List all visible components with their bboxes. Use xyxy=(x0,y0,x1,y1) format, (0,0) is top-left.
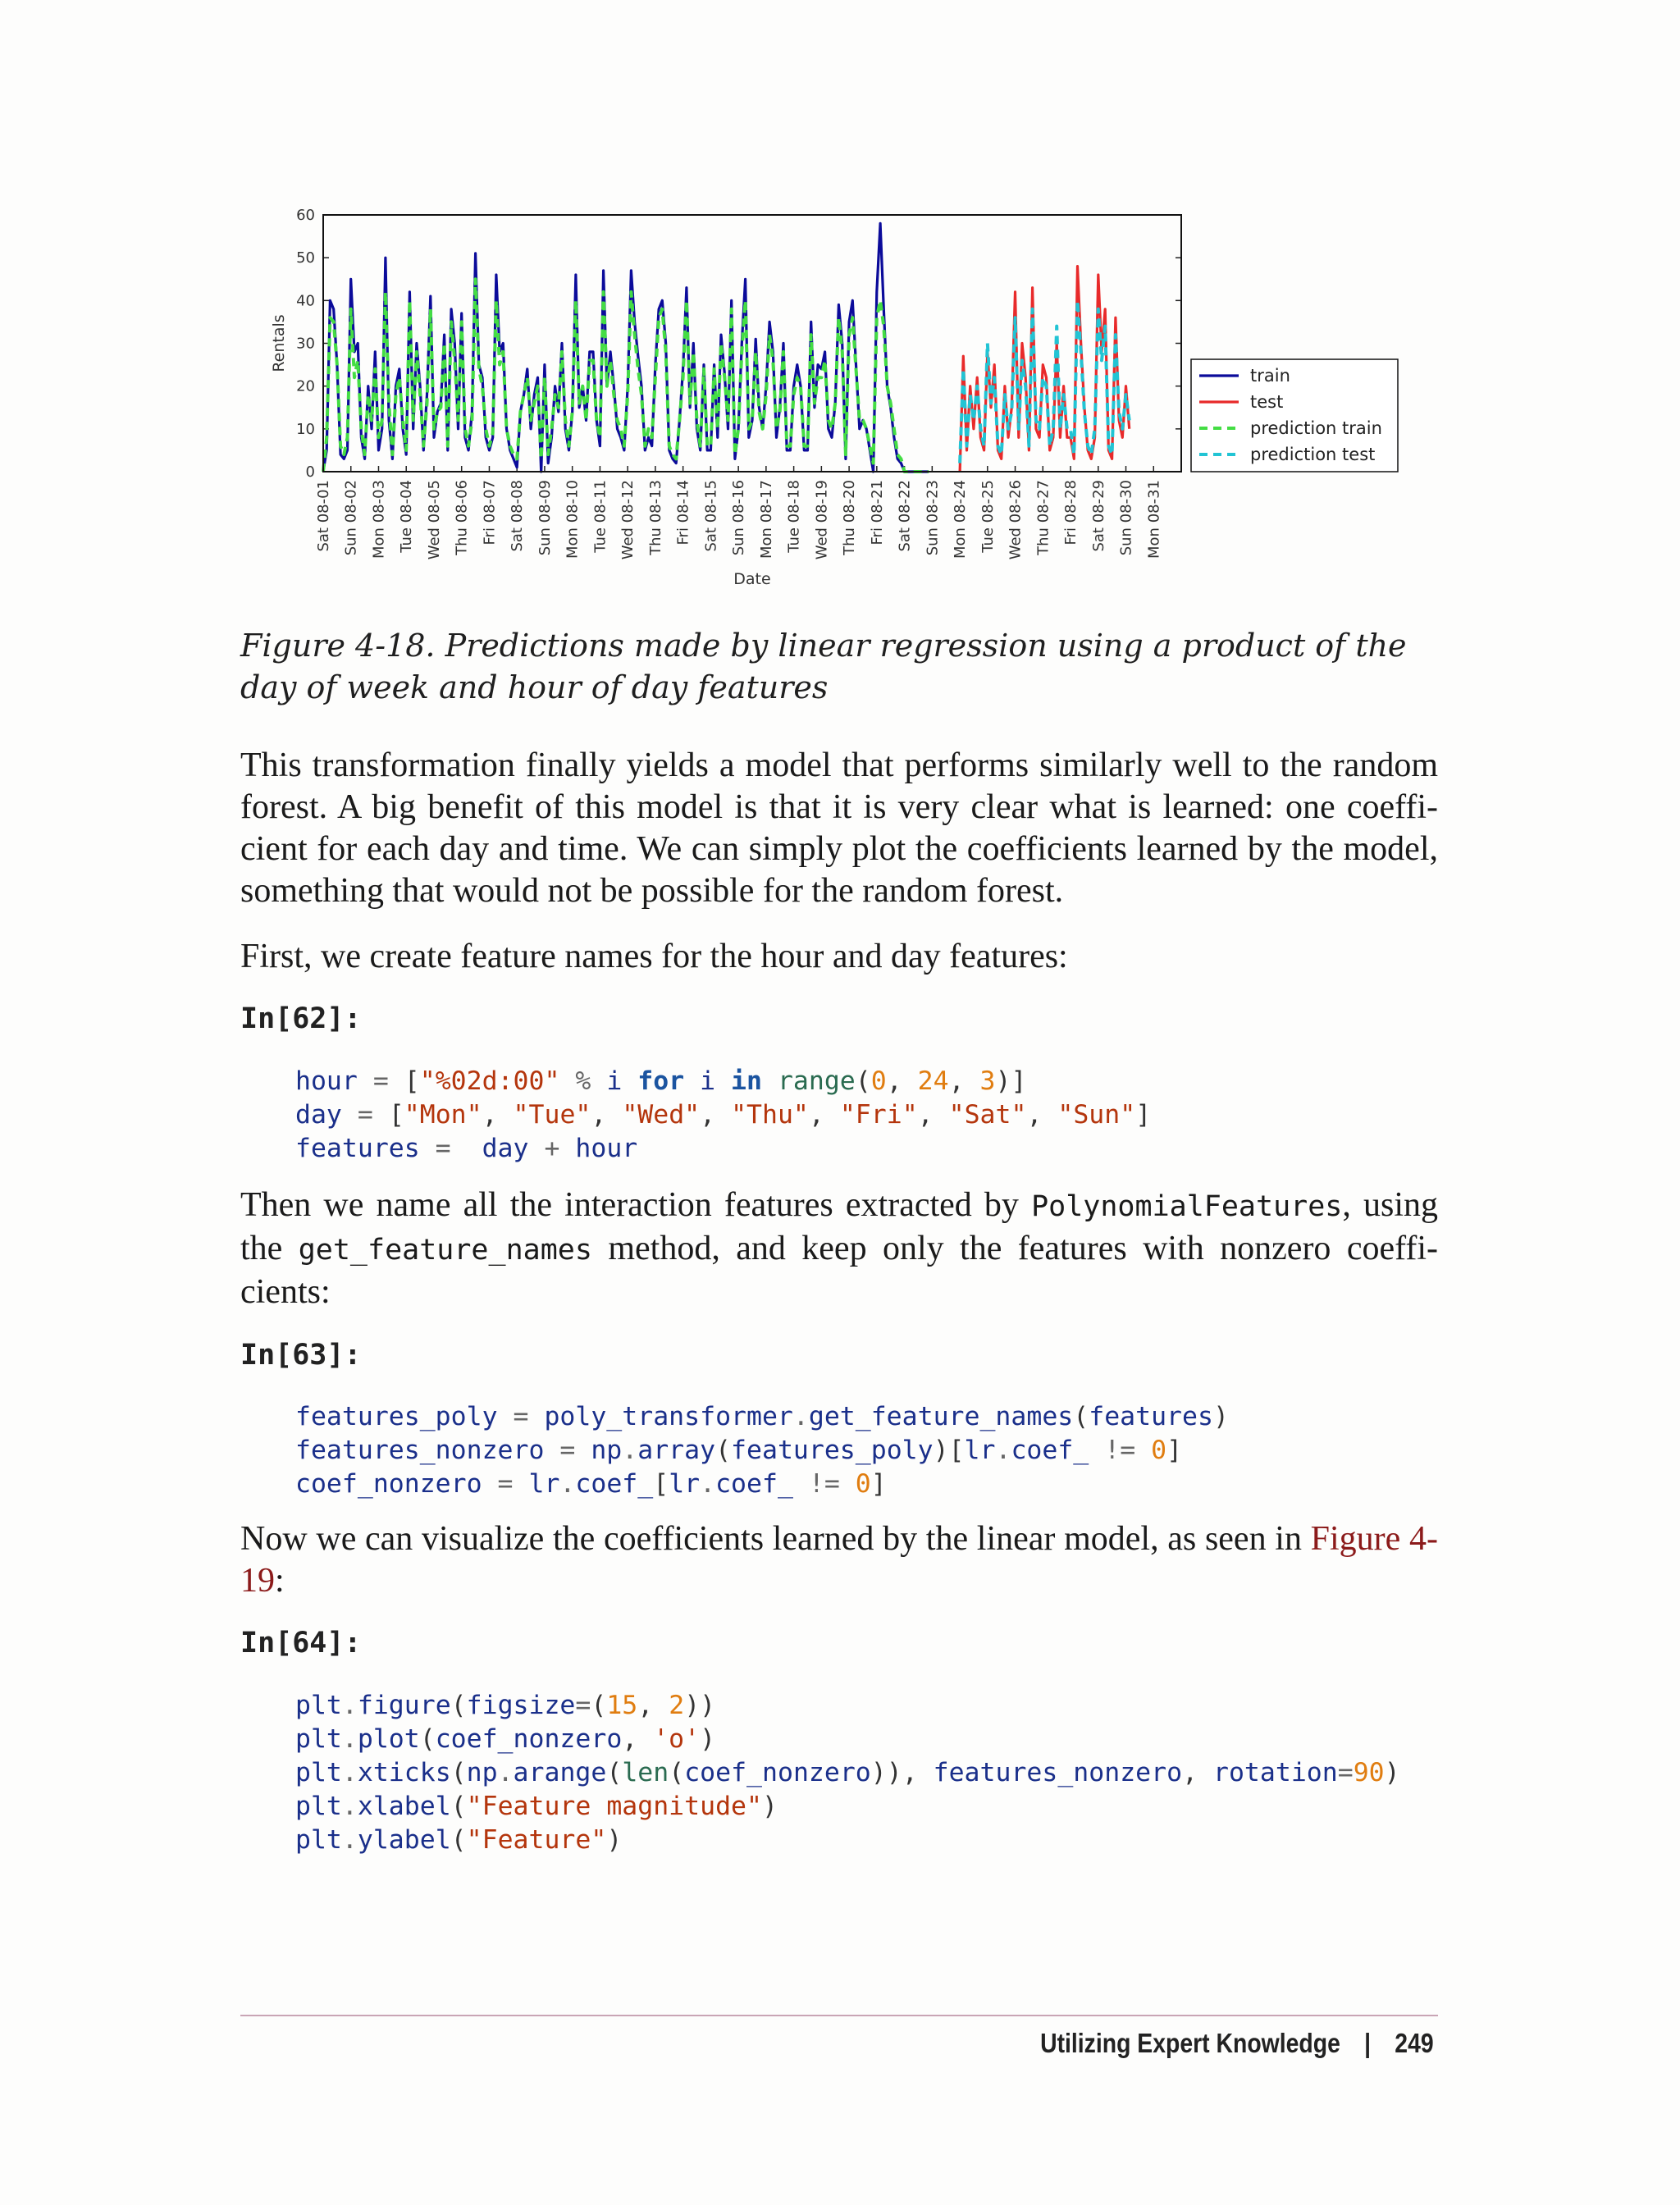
code-token: "Sun" xyxy=(1057,1100,1136,1130)
code-token: ( xyxy=(419,1724,436,1754)
legend-label: prediction train xyxy=(1250,418,1382,438)
y-tick-label: 60 xyxy=(296,207,315,224)
code-token: , xyxy=(637,1691,669,1720)
x-tick-label: Sat 08-15 xyxy=(702,480,720,552)
x-tick-label: Mon 08-17 xyxy=(757,480,775,559)
rentals-chart-svg xyxy=(262,197,1427,599)
code-token: , xyxy=(948,1066,980,1096)
code-line xyxy=(295,1689,1400,1723)
code-token: day xyxy=(482,1134,529,1163)
code-token: != xyxy=(1089,1436,1152,1465)
code-token: arange xyxy=(513,1758,607,1787)
figure-caption: Figure 4-18. Predictions made by linear regression using a product of the day of week and hour of day features xyxy=(240,628,1407,705)
paragraph-1: This transformation finally yields a model that performs similarly well to the random forest. A big benefit of this model is that it is very clear what is learned: one coefficient for each day and time. We can simply plot the coefficients learned by the model, something that would not be possible for the random forest. xyxy=(240,746,1438,910)
x-tick-label: Fri 08-14 xyxy=(674,480,692,546)
code-token: ( xyxy=(669,1758,685,1787)
code-token: lr xyxy=(528,1469,560,1499)
code-cell-62 xyxy=(295,1065,1151,1166)
inline-code-polynomialfeatures: PolynomialFeatures xyxy=(1031,1190,1343,1223)
footer-separator: | xyxy=(1364,2028,1372,2058)
y-tick-label: 0 xyxy=(305,463,315,481)
code-token: . xyxy=(341,1825,358,1855)
figure-4-18-chart xyxy=(262,197,1427,599)
code-token: 3 xyxy=(979,1066,996,1096)
code-token: ( xyxy=(591,1691,607,1720)
x-tick-label: Sun 08-30 xyxy=(1117,480,1135,556)
code-token: )] xyxy=(995,1066,1027,1096)
x-tick-label: Mon 08-24 xyxy=(952,480,970,559)
code-token: coef_nonzero xyxy=(435,1724,623,1754)
code-token: array xyxy=(637,1436,716,1465)
code-token: plt xyxy=(295,1724,342,1754)
code-token: = xyxy=(419,1134,482,1163)
code-token: . xyxy=(497,1758,514,1787)
code-token: ( xyxy=(715,1436,732,1465)
code-token: 15 xyxy=(606,1691,638,1720)
paragraph-3-text-a: Then we name all the interaction features extracted by xyxy=(240,1186,1032,1224)
code-token: ( xyxy=(606,1758,623,1787)
x-tick-label: Wed 08-19 xyxy=(813,480,831,560)
code-token: get_feature_names xyxy=(808,1402,1074,1431)
code-line xyxy=(295,1065,1151,1098)
figure-4-19-link[interactable]: Figure 4-19 xyxy=(240,1520,1438,1600)
cell-label-in63: In[63]: xyxy=(240,1339,362,1372)
code-line xyxy=(295,1434,1229,1468)
code-token: 0 xyxy=(1151,1436,1167,1465)
paragraph-3-text-b: , using the xyxy=(240,1186,1439,1267)
page-footer xyxy=(1040,2028,1434,2059)
x-tick-label: Fri 08-21 xyxy=(868,480,886,546)
code-token: = xyxy=(357,1066,404,1096)
x-tick-label: Mon 08-10 xyxy=(564,480,582,559)
inline-code-get-feature-names: get_feature_names xyxy=(298,1234,592,1267)
code-token: = xyxy=(482,1469,529,1499)
code-token: [ xyxy=(653,1469,669,1499)
x-tick-label: Thu 08-20 xyxy=(841,480,859,555)
code-token: features xyxy=(1089,1402,1213,1431)
code-token: plt xyxy=(295,1691,342,1720)
y-axis-label: Rentals xyxy=(270,314,288,372)
code-token: "Feature" xyxy=(466,1825,607,1855)
x-tick-label: Sat 08-22 xyxy=(896,480,914,552)
paragraph-3-text-c: method, and keep only the features with nonzero coefficients: xyxy=(240,1230,1438,1311)
code-token: 0 xyxy=(870,1066,887,1096)
x-tick-label: Mon 08-03 xyxy=(370,480,388,559)
code-token: = xyxy=(341,1100,389,1130)
x-tick-label: Sat 08-08 xyxy=(509,480,527,552)
code-line xyxy=(295,1723,1400,1756)
code-token: xlabel xyxy=(357,1792,451,1821)
code-token: ) xyxy=(761,1792,778,1821)
x-tick-label: Tue 08-04 xyxy=(398,480,416,553)
code-token: "Thu" xyxy=(731,1100,809,1130)
code-line xyxy=(295,1098,1151,1132)
code-cell-63 xyxy=(295,1400,1229,1501)
code-token: len xyxy=(622,1758,669,1787)
code-token: ) xyxy=(700,1724,716,1754)
legend-label: test xyxy=(1250,392,1284,412)
paragraph-4 xyxy=(240,1518,1438,1602)
code-token: coef_ xyxy=(575,1469,654,1499)
code-token: coef_nonzero xyxy=(684,1758,871,1787)
code-token: features_poly xyxy=(731,1436,934,1465)
cell-label-in62: In[62]: xyxy=(240,1002,362,1035)
code-token: . xyxy=(559,1469,576,1499)
code-token: 'o' xyxy=(653,1724,701,1754)
x-tick-label: Wed 08-12 xyxy=(619,480,637,560)
code-token: "Fri" xyxy=(839,1100,918,1130)
code-token: , xyxy=(808,1100,840,1130)
footer-section-title: Utilizing Expert Knowledge xyxy=(1040,2028,1341,2058)
code-token: "Tue" xyxy=(513,1100,591,1130)
code-token: plt xyxy=(295,1792,342,1821)
code-token: + xyxy=(528,1134,576,1163)
legend-label: prediction test xyxy=(1250,445,1376,464)
code-token: 24 xyxy=(917,1066,949,1096)
code-token: "Sat" xyxy=(948,1100,1027,1130)
x-tick-label: Sun 08-02 xyxy=(342,480,360,556)
code-token: , xyxy=(917,1100,949,1130)
paragraph-4-text-a: Now we can visualize the coefficients learned by the linear model, as seen in xyxy=(240,1520,1311,1558)
x-tick-label: Sat 08-29 xyxy=(1089,480,1107,552)
x-tick-label: Sun 08-09 xyxy=(536,480,554,556)
code-token: 0 xyxy=(855,1469,871,1499)
code-token: ( xyxy=(1073,1402,1089,1431)
code-token: features_poly xyxy=(295,1402,498,1431)
x-tick-label: Thu 08-13 xyxy=(646,480,664,555)
code-token: ( xyxy=(450,1758,467,1787)
code-token: )), xyxy=(870,1758,934,1787)
y-tick-label: 50 xyxy=(296,249,315,267)
page-number: 249 xyxy=(1395,2028,1434,2058)
code-token: figsize xyxy=(466,1691,576,1720)
y-tick-label: 40 xyxy=(296,292,315,310)
code-token: plt xyxy=(295,1825,342,1855)
code-line xyxy=(295,1132,1151,1166)
code-token: , xyxy=(700,1100,732,1130)
code-token: != xyxy=(792,1469,856,1499)
paragraph-4-text-b: : xyxy=(275,1562,285,1600)
code-token: ( xyxy=(450,1825,467,1855)
code-token: ] xyxy=(870,1469,887,1499)
code-token: [ xyxy=(388,1100,404,1130)
x-tick-label: Fri 08-07 xyxy=(481,480,499,546)
code-token: lr xyxy=(964,1436,996,1465)
x-tick-label: Sat 08-01 xyxy=(315,480,332,552)
code-token: coef_ xyxy=(715,1469,793,1499)
paragraph-3 xyxy=(240,1185,1438,1313)
y-tick-label: 30 xyxy=(296,335,315,353)
code-token: features xyxy=(295,1134,420,1163)
code-token: coef_ xyxy=(1011,1436,1089,1465)
x-tick-label: Tue 08-25 xyxy=(979,480,997,553)
code-token: )[ xyxy=(933,1436,965,1465)
code-token: hour xyxy=(295,1066,358,1096)
code-token: , xyxy=(1182,1758,1213,1787)
code-token: plot xyxy=(357,1724,420,1754)
x-tick-label: Tue 08-18 xyxy=(785,480,803,553)
code-token: day xyxy=(295,1100,342,1130)
code-token: hour xyxy=(575,1134,638,1163)
code-token: i xyxy=(606,1066,623,1096)
cell-label-in64: In[64]: xyxy=(240,1627,362,1659)
code-token: i xyxy=(700,1066,716,1096)
code-line xyxy=(295,1756,1400,1790)
code-line xyxy=(295,1400,1229,1434)
legend-label: train xyxy=(1250,366,1290,386)
x-tick-label: Fri 08-28 xyxy=(1062,480,1080,546)
code-line xyxy=(295,1468,1229,1501)
code-token: , xyxy=(622,1724,654,1754)
x-tick-label: Sun 08-16 xyxy=(730,480,748,556)
code-token: ( xyxy=(450,1792,467,1821)
code-token: . xyxy=(995,1436,1011,1465)
code-token: plt xyxy=(295,1758,342,1787)
code-token: = xyxy=(544,1436,591,1465)
x-tick-label: Sun 08-23 xyxy=(924,480,942,556)
code-token: . xyxy=(341,1792,358,1821)
code-token: range xyxy=(777,1066,856,1096)
x-tick-label: Tue 08-11 xyxy=(591,480,609,553)
code-token: . xyxy=(341,1724,358,1754)
code-token: ( xyxy=(855,1066,871,1096)
code-token: . xyxy=(792,1402,809,1431)
code-line xyxy=(295,1824,1400,1857)
code-token: features_nonzero xyxy=(295,1436,545,1465)
code-token: ) xyxy=(606,1825,623,1855)
code-token: features_nonzero xyxy=(933,1758,1183,1787)
code-token: "%02d:00" xyxy=(419,1066,560,1096)
code-token: = xyxy=(497,1402,545,1431)
code-cell-64 xyxy=(295,1689,1400,1857)
code-token: . xyxy=(622,1436,638,1465)
x-tick-label: Wed 08-26 xyxy=(1007,480,1025,560)
y-tick-label: 20 xyxy=(296,377,315,395)
code-token: , xyxy=(886,1066,918,1096)
code-token: . xyxy=(700,1469,716,1499)
code-token: . xyxy=(341,1691,358,1720)
code-token: np xyxy=(466,1758,498,1787)
code-token: "Mon" xyxy=(404,1100,482,1130)
code-token: = xyxy=(1337,1758,1354,1787)
code-token: )) xyxy=(684,1691,716,1720)
x-tick-label: Thu 08-06 xyxy=(453,480,471,555)
x-tick-label: Wed 08-05 xyxy=(425,480,443,560)
code-token: figure xyxy=(357,1691,451,1720)
code-token: ) xyxy=(1384,1758,1400,1787)
code-token: . xyxy=(341,1758,358,1787)
code-token: 2 xyxy=(669,1691,685,1720)
x-tick-label: Mon 08-31 xyxy=(1145,480,1163,559)
code-token: ] xyxy=(1135,1100,1152,1130)
code-token: np xyxy=(591,1436,623,1465)
code-token: = xyxy=(575,1691,591,1720)
code-token: % xyxy=(559,1066,607,1096)
code-token: rotation xyxy=(1213,1758,1338,1787)
code-token: , xyxy=(1026,1100,1058,1130)
code-token: for xyxy=(622,1066,701,1096)
code-token: in xyxy=(715,1066,778,1096)
code-token: "Feature magnitude" xyxy=(466,1792,762,1821)
code-token: , xyxy=(591,1100,623,1130)
code-token: ) xyxy=(1212,1402,1229,1431)
code-token: 90 xyxy=(1353,1758,1385,1787)
code-token: poly_transformer xyxy=(544,1402,793,1431)
code-token: [ xyxy=(404,1066,420,1096)
code-token: coef_nonzero xyxy=(295,1469,482,1499)
code-line xyxy=(295,1790,1400,1824)
paragraph-2: First, we create feature names for the hour and day features: xyxy=(240,938,1068,975)
code-token: ] xyxy=(1166,1436,1183,1465)
code-token: ( xyxy=(450,1691,467,1720)
code-token: lr xyxy=(669,1469,701,1499)
code-token: "Wed" xyxy=(622,1100,701,1130)
footer-rule xyxy=(240,2015,1438,2016)
code-token: ylabel xyxy=(357,1825,451,1855)
x-tick-label: Thu 08-27 xyxy=(1034,480,1052,555)
code-token: , xyxy=(482,1100,514,1130)
y-tick-label: 10 xyxy=(296,420,315,438)
x-axis-label: Date xyxy=(733,570,771,588)
code-token: xticks xyxy=(357,1758,451,1787)
